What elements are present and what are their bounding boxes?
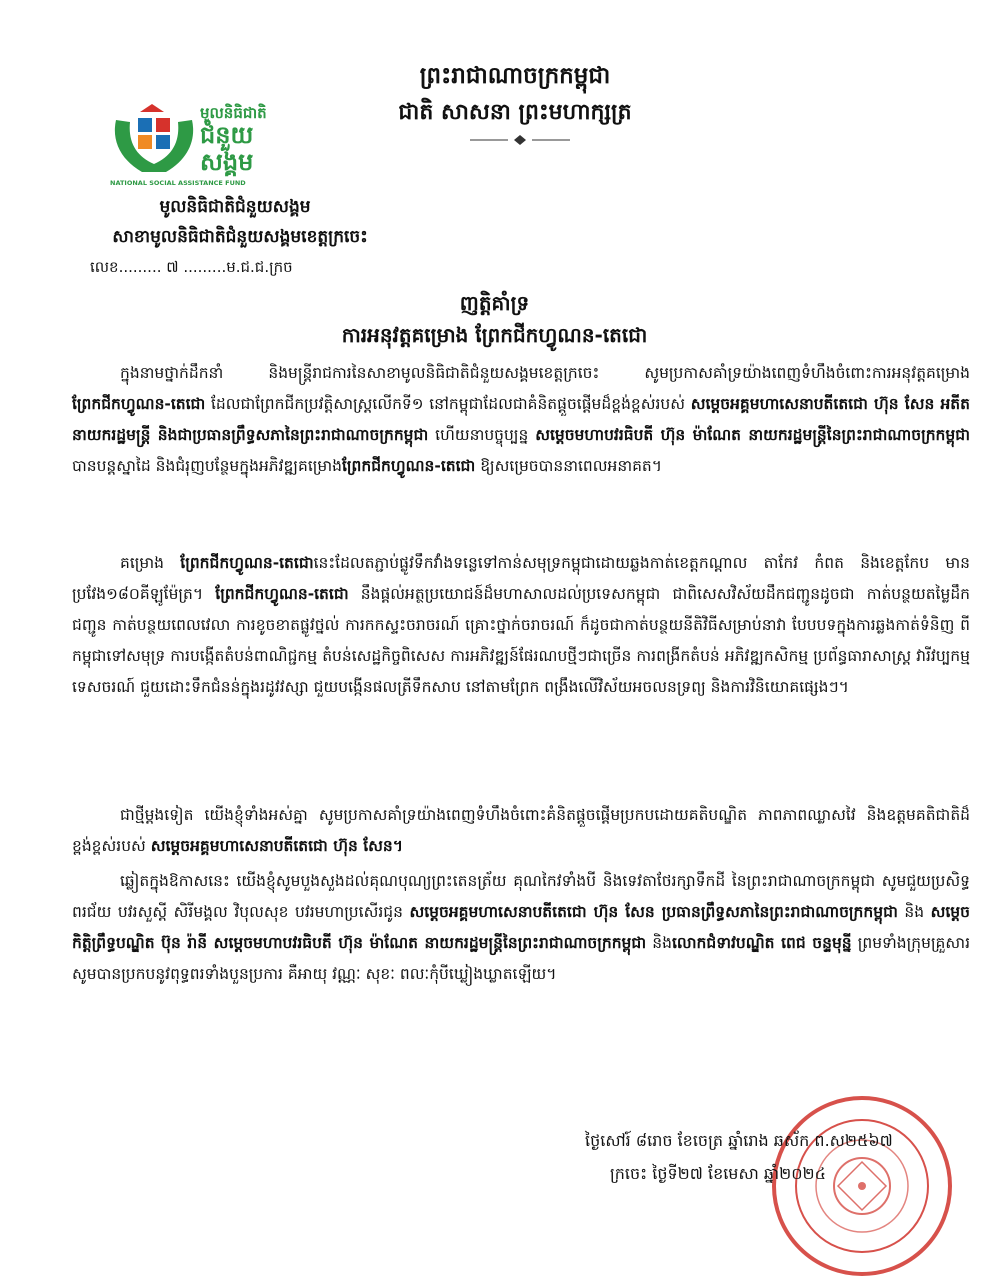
kingdom-header: ព្រះរាជាណាចក្រកម្ពុជា bbox=[419, 63, 611, 89]
p4-bold: លោកជំទាវបណ្ឌិត ពេជ ចន្ទមុន្នី bbox=[671, 934, 852, 952]
paragraph-2 bbox=[72, 548, 970, 703]
paragraph-4 bbox=[72, 866, 970, 990]
p4-text: ព្រមទាំងក្រុមគ្រួសារ សូមបានប្រកបនូវពុទ្ធពរទាំងបួនប្រការ គឺអាយុ វណ្ណៈ សុខៈ ពលៈកុំបីឃ្លៀងឃ្លាតឡើយ។ bbox=[72, 934, 970, 983]
reference-number: លេខ......... ៧ .........ម.ជ.ជ.ក្រច bbox=[90, 258, 293, 276]
ornament-divider bbox=[470, 134, 570, 146]
p2-text: គម្រោង bbox=[120, 554, 181, 572]
p1-bold: សម្តេចអគ្គមហាសេនាបតីតេជោ ហ៊ុន សែន អតីតនាយករដ្ឋមន្ត្រី និងជាប្រធានព្រឹទ្ធសភានៃព្រះរាជាណាចក្រកម្ពុជា bbox=[72, 395, 970, 444]
solar-date: ក្រចេះ ថ្ងៃទី២៧ ខែមេសា ឆ្នាំ២០២៤ bbox=[610, 1164, 826, 1183]
p4-text: និង bbox=[646, 934, 672, 952]
p4-text: និង bbox=[897, 903, 931, 921]
national-motto: ជាតិ សាសនា ព្រះមហាក្សត្រ bbox=[398, 100, 632, 125]
p4-bold: សម្តេចអគ្គមហាសេនាបតីតេជោ ហ៊ុន សែន ប្រធានព្រឹទ្ធសភានៃព្រះរាជាណាចក្រកម្ពុជា bbox=[409, 903, 898, 921]
lunar-date: ថ្ងៃសៅរ៍ ៨រោច ខែចេត្រ ឆ្នាំរោង ឆស័ក ព.ស២៥៦៧ bbox=[585, 1131, 893, 1150]
logo-line3: សង្គម bbox=[200, 148, 254, 176]
p1-bold: ព្រែកជីកហ្វូណន-តេជោ bbox=[341, 457, 476, 475]
org-branch: សាខាមូលនិធិជាតិជំនួយសង្គមខេត្តក្រចេះ bbox=[112, 227, 368, 247]
p1-bold: សម្តេចមហាបវរធិបតី ហ៊ុន ម៉ាណែត នាយករដ្ឋមន្ត្រីនៃព្រះរាជាណាចក្រកម្ពុជា bbox=[535, 426, 970, 444]
p2-text: នឹងផ្តល់អត្ថប្រយោជន៍ដ៏មហាសាលដល់ប្រទេសកម្ពុជា ជាពិសេសវិស័យដឹកជញ្ជូនដូចជា កាត់បន្ថយតម្លៃដឹកជញ្ជូន កាត់បន្ថយពេលវេលា ការខូចខាតផ្លូវថ្នល់ ការកកស្ទះចរាចរណ៍ គ្រោះថ្នាក់ចរាចរណ៍ ក៏ដូចជាកាត់បន្ថយនីតិវិធីសម្រាប់នាវា បែបបទក្នុងការឆ្លងកាត់ទំនិញ ពីកម្ពុជាទៅសមុទ្រ ការបង្កើតតំបន់ពាណិជ្ជកម្ម តំបន់សេដ្ឋកិច្ចពិសេស ការអភិវឌ្ឍន៍ផែរណបថ្មីៗជាច្រើន ការពង្រីកតំបន់ អភិវឌ្ឍកសិកម្ម ប្រព័ន្ធធារាសាស្ត្រ វារីវប្បកម្ម ទេសចរណ៍ ជួយដោះទឹកជំនន់ក្នុងរដូវវស្សា ជួយបង្កើនផលត្រីទឹកសាប នៅតាមព្រែក ពង្រឹងលើវិស័យអចលនទ្រព្យ និងការវិនិយោគផ្សេងៗ។ bbox=[72, 585, 970, 696]
p1-text: បានបន្តស្នាដៃ និងជំរុញបន្ថែមក្នុងអភិវឌ្ឍគម្រោង bbox=[72, 457, 342, 475]
nsaf-logo bbox=[108, 98, 298, 188]
p2-bold: ព្រែកជីកហ្វូណន-តេជោ bbox=[180, 554, 314, 572]
hands-logo-icon bbox=[108, 98, 298, 188]
p1-text: ដែលជាព្រែកជីកប្រវត្តិសាស្ត្រលើកទី១ នៅកម្ពុជាដែលជាគំនិតផ្តួចផ្តើមដ៏ខ្ពង់ខ្ពស់របស់ bbox=[205, 395, 691, 413]
p1-bold: ព្រែកជីកហ្វូណន-តេជោ bbox=[72, 395, 206, 413]
logo-line1: មូលនិធិជាតិ bbox=[200, 104, 267, 122]
p3-text: ជាថ្មីម្តងទៀត យើងខ្ញុំទាំងអស់គ្នា សូមប្រកាសគាំទ្រយ៉ាងពេញទំហឹងចំពោះគំនិតផ្តួចផ្តើមប្រកបដោយគតិបណ្ឌិត ភាពភាពឈ្លាសវៃ និងឧត្តមគតិជាតិដ៏ខ្ពង់ខ្ពស់របស់ bbox=[72, 806, 970, 855]
paragraph-3 bbox=[72, 800, 970, 862]
p1-text: ឱ្យសម្រេចបាននាពេលអនាគត។ bbox=[475, 457, 662, 475]
document-title: ញត្តិគាំទ្រ bbox=[459, 291, 530, 315]
paragraph-1 bbox=[72, 358, 970, 482]
p3-bold: សម្តេចអគ្គមហាសេនាបតីតេជោ ហ៊ុន សែន។ bbox=[150, 837, 403, 855]
p1-text: ហើយនាបច្ចុប្បន្ន bbox=[428, 426, 536, 444]
org-name: មូលនិធិជាតិជំនួយសង្គម bbox=[159, 197, 311, 217]
logo-caption: NATIONAL SOCIAL ASSISTANCE FUND bbox=[110, 179, 246, 187]
p4-text: ឆ្លៀតក្នុងឱកាសនេះ យើងខ្ញុំសូមបួងសួងដល់គុណបុណ្យព្រះតេនត្រ័យ គុណកៃវទាំងបី និងទេវតាថែរក្សាទឹកដី នៃព្រះរាជាណាចក្រកម្ពុជា សូមជួយប្រសិទ្ធពរជ័យ បវរសួស្តី សិរីមង្គល វិបុលសុខ បវរមហាប្រសើរជូន bbox=[72, 872, 970, 921]
p4-bold: សម្តេចកិត្តិព្រឹទ្ធបណ្ឌិត ប៊ុន រ៉ានី សម្តេចមហាបវរធិបតី ហ៊ុន ម៉ាណែត នាយករដ្ឋមន្ត្រីនៃព្រះរាជាណាចក្រកម្ពុជា bbox=[72, 903, 970, 952]
document-subtitle: ការអនុវត្តគម្រោង ព្រែកជីកហ្វូណន-តេជោ bbox=[341, 323, 648, 347]
p1-text: ក្នុងនាមថ្នាក់ដឹកនាំ និងមន្ត្រីរាជការនៃសាខាមូលនិធិជាតិជំនួយសង្គមខេត្តក្រចេះ សូមប្រកាសគាំទ្រយ៉ាងពេញទំហឹងចំពោះការអនុវត្តគម្រោង bbox=[120, 364, 970, 382]
logo-line2: ជំនួយ bbox=[200, 121, 254, 149]
p2-text: នេះដែលតភ្ជាប់ផ្លូវទឹកវាំងទន្លេទៅកាន់សមុទ្រកម្ពុជាដោយឆ្លងកាត់ខេត្តកណ្តាល តាកែវ កំពត និងខេត្តកែប មានប្រវែង១៨០គីឡូម៉ែត្រ។ bbox=[72, 554, 971, 603]
p2-bold: ព្រែកជីកហ្វូណន-តេជោ bbox=[215, 585, 349, 603]
